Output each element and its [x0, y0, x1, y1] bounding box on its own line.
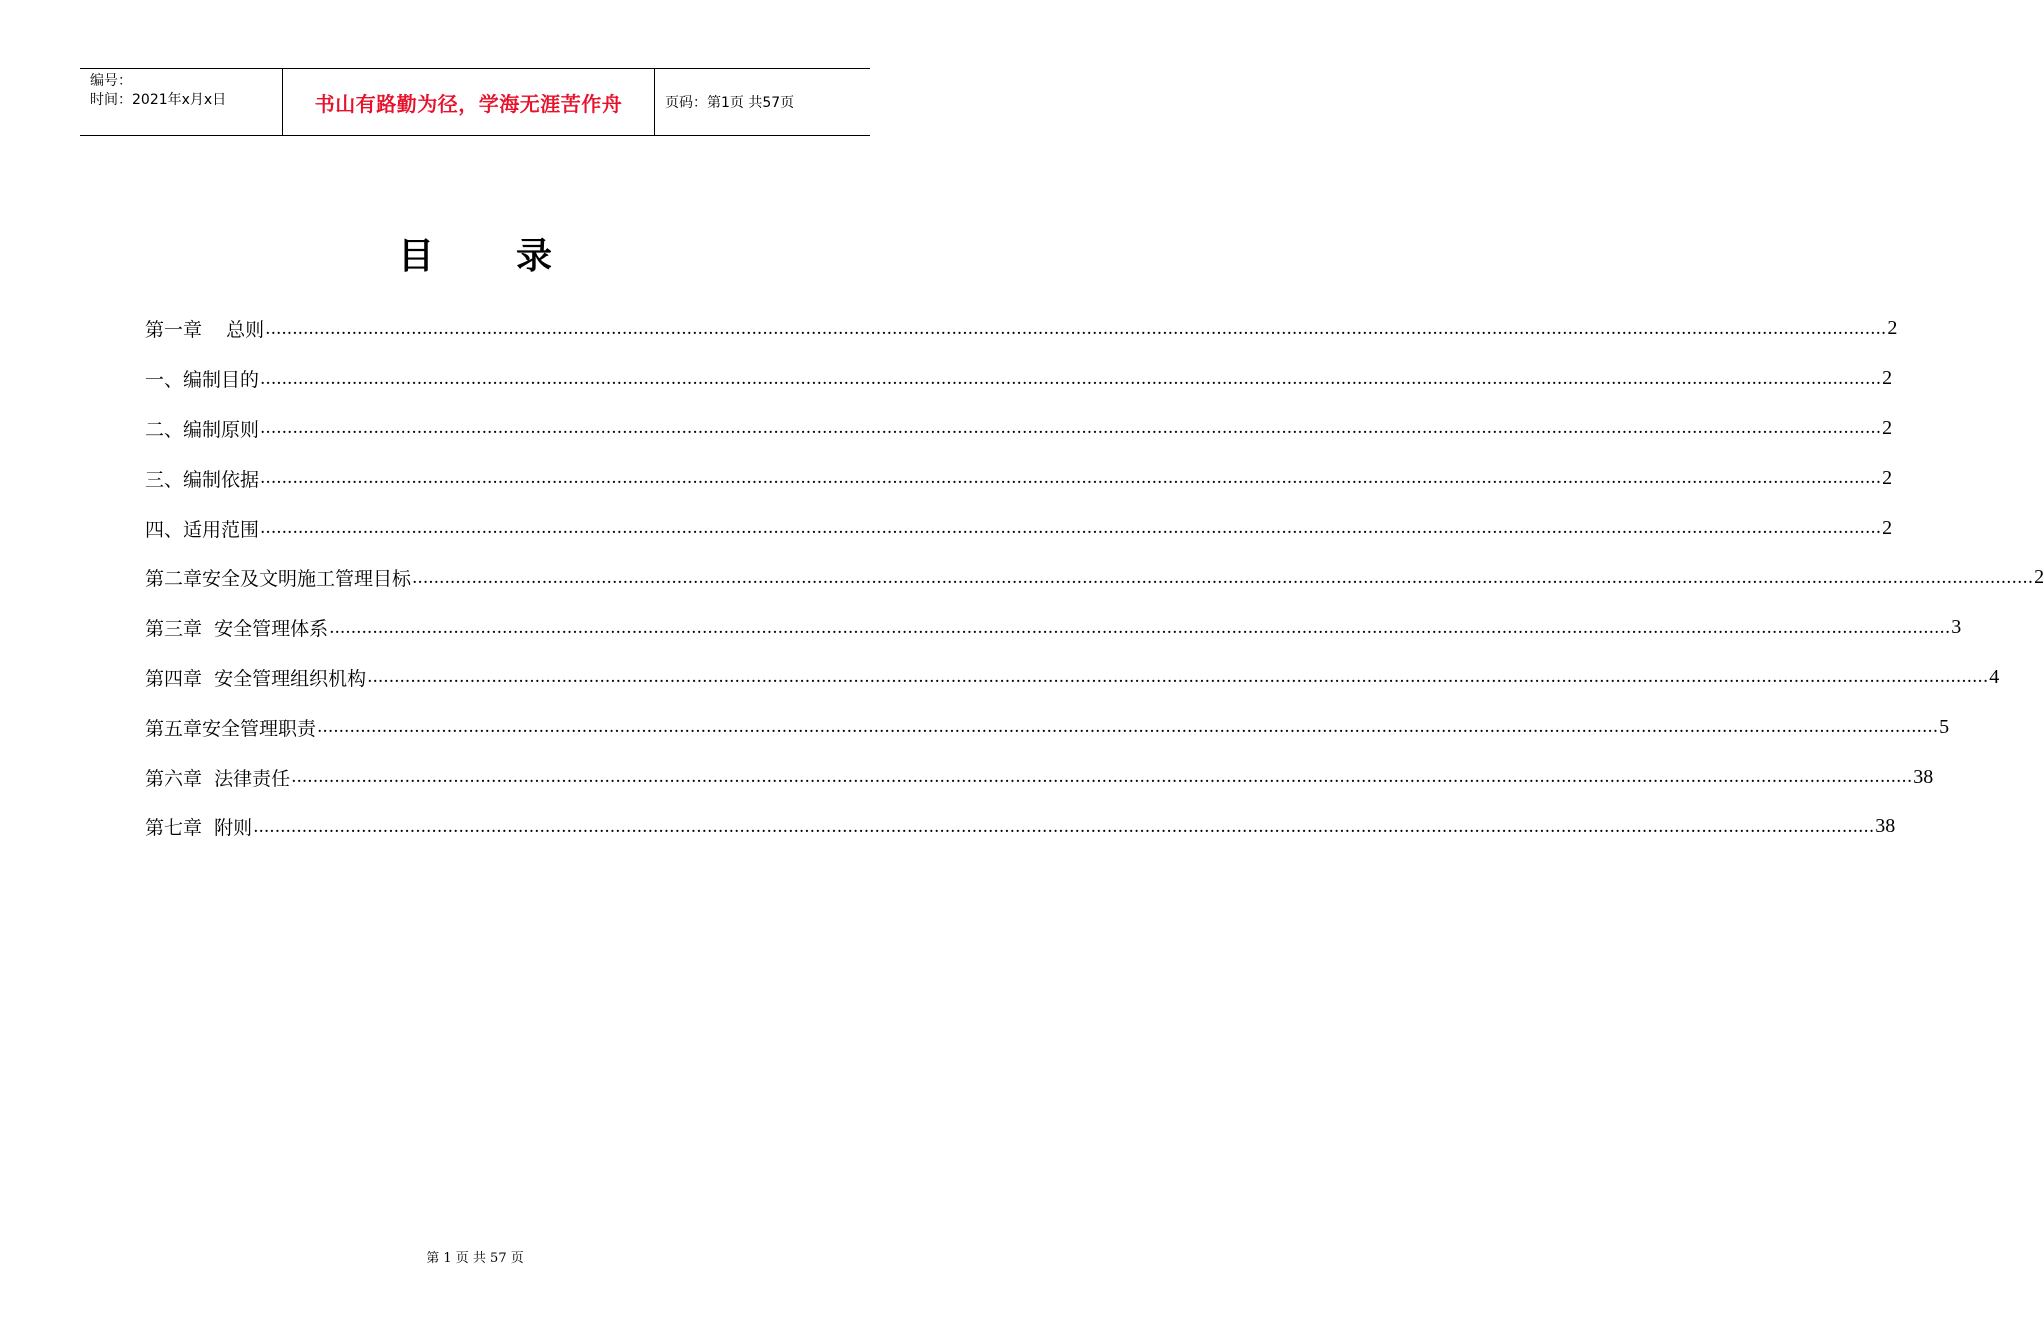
toc-entry-page: 2 [1882, 367, 1893, 390]
toc-entry-label: 二、编制原则 [145, 418, 260, 441]
toc-entry-page: 38 [1913, 765, 1934, 788]
toc-entry[interactable] [145, 553, 2044, 603]
toc-entry-label: 第三章 安全管理体系 [145, 618, 329, 641]
toc-entry-page: 2 [1882, 516, 1893, 539]
toc-leader-dots: ............................................................................................................................................................................................................................................................................................................ [367, 667, 1989, 688]
toc-entry-page: 3 [1951, 616, 1962, 639]
toc-entry[interactable] [145, 404, 1893, 454]
toc-entry-label: 第五章安全管理职责 [145, 717, 317, 740]
toc-title-right: 录 [516, 236, 553, 277]
motto-text: 书山有路勤为径，学海无涯苦作舟 [314, 91, 623, 116]
toc-entry-page: 2 [1882, 466, 1893, 489]
toc-entry[interactable] [145, 752, 1934, 802]
toc-entry-label: 第六章 法律责任 [145, 767, 291, 790]
time-label: 时间：2021年x月x日 [90, 92, 227, 108]
toc-entry-page: 2 [2034, 566, 2044, 589]
toc-leader-dots: ............................................................................................................................................................................................................................................................................................................ [253, 816, 1875, 837]
toc-entry-page: 2 [1882, 416, 1893, 439]
toc-entry-label: 一、编制目的 [145, 369, 260, 392]
table-of-contents [145, 304, 2044, 852]
header-motto-cell [282, 69, 655, 135]
toc-leader-dots: ............................................................................................................................................................................................................................................................................................................ [260, 418, 1882, 439]
toc-entry[interactable] [145, 702, 1950, 752]
toc-entry-label: 三、编制依据 [145, 468, 260, 491]
toc-entry-label: 第一章 总则 [145, 319, 265, 342]
toc-leader-dots: ............................................................................................................................................................................................................................................................................................................ [260, 468, 1882, 489]
toc-entry[interactable] [145, 354, 1893, 404]
toc-entry-label: 第二章安全及文明施工管理目标 [145, 568, 412, 591]
toc-leader-dots: ............................................................................................................................................................................................................................................................................................................ [317, 717, 1939, 738]
toc-leader-dots: ............................................................................................................................................................................................................................................................................................................ [291, 767, 1913, 788]
toc-entry-page: 5 [1939, 715, 1950, 738]
toc-entry[interactable] [145, 802, 1896, 852]
header-meta [80, 69, 282, 135]
header-page-cell [655, 69, 870, 135]
toc-entry-label: 第四章 安全管理组织机构 [145, 667, 367, 690]
page-label: 页码：第1页 共57页 [665, 95, 795, 111]
toc-entry[interactable] [145, 653, 2000, 703]
toc-leader-dots: ............................................................................................................................................................................................................................................................................................................ [329, 617, 1951, 638]
toc-leader-dots: ............................................................................................................................................................................................................................................................................................................ [265, 318, 1887, 339]
toc-leader-dots: ............................................................................................................................................................................................................................................................................................................ [412, 567, 2034, 588]
toc-entry[interactable] [145, 503, 1893, 553]
toc-title [0, 228, 950, 279]
toc-leader-dots: ............................................................................................................................................................................................................................................................................................................ [260, 368, 1882, 389]
toc-entry-page: 2 [1887, 317, 1898, 340]
toc-leader-dots: ............................................................................................................................................................................................................................................................................................................ [260, 518, 1882, 539]
number-label: 编号： [90, 73, 132, 89]
toc-entry-page: 4 [1989, 665, 2000, 688]
toc-entry[interactable] [145, 603, 1962, 653]
toc-title-left: 目 [397, 236, 434, 277]
toc-entry[interactable] [145, 304, 1898, 354]
toc-entry[interactable] [145, 453, 1893, 503]
toc-entry-label: 第七章 附则 [145, 817, 253, 840]
footer-page-number: 第 1 页 共 57 页 [426, 1251, 524, 1266]
toc-entry-page: 38 [1875, 815, 1896, 838]
page-footer [0, 1247, 950, 1266]
page-header [80, 68, 870, 136]
toc-entry-label: 四、适用范围 [145, 518, 260, 541]
